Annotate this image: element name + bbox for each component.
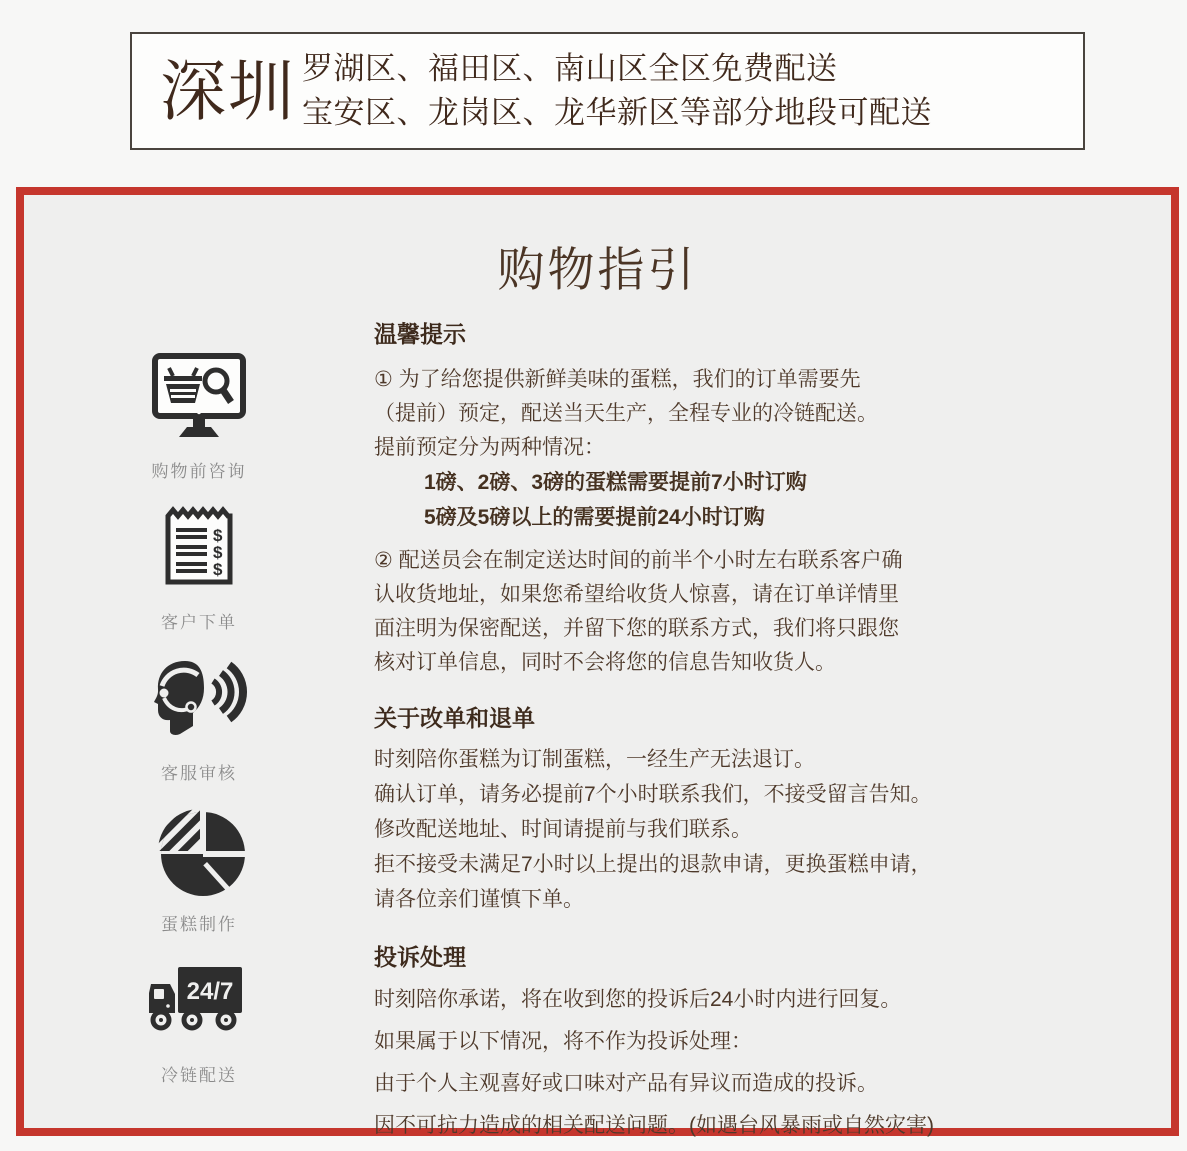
truck-badge-text: 24/7 [186,978,234,1005]
process-steps-column [24,306,374,1147]
svg-text:$: $ [213,560,223,579]
text-line: 面注明为保密配送，并留下您的联系方式，我们将只跟您 [374,617,899,640]
section-heading-complaints: 投诉处理 [374,944,466,970]
text-line: 5磅及5磅以上的需要提前24小时订购 [424,506,765,529]
text-line: 因不可抗力造成的相关配送问题。(如遇台风暴雨或自然灾害) [374,1114,934,1137]
text-line: 修改配送地址、时间请提前与我们联系。 [374,818,752,841]
step-service-review [24,656,374,807]
truck-247-icon [146,958,252,1040]
step-label: 客户下单 [161,613,237,632]
text-line: 认收货地址，如果您希望给收货人惊喜，请在订单详情里 [374,583,899,606]
monitor-search-icon [149,354,249,436]
headset-person-icon [149,656,249,738]
tips-paragraph-2 [374,544,1151,680]
delivery-area-lines [302,47,932,135]
changes-paragraph [374,742,1151,917]
text-line: 1磅、2磅、3磅的蛋糕需要提前7小时订购 [424,471,807,494]
step-pre-purchase-consult [24,354,374,505]
step-label: 购物前咨询 [151,462,247,481]
text-line: 时刻陪你承诺，将在收到您的投诉后24小时内进行回复。 [374,988,902,1011]
text-line: 提前预定分为两种情况： [374,436,605,459]
text-line: 核对订单信息，同时不会将您的信息告知收货人。 [374,651,836,674]
panel-title: 购物指引 [497,243,698,296]
step-label: 蛋糕制作 [161,915,237,934]
step-cold-chain-delivery [24,958,374,1109]
delivery-area-line-1: 罗湖区、福田区、南山区全区免费配送 [302,51,838,86]
receipt-icon [162,505,236,587]
step-customer-order [24,505,374,656]
guide-text-column [374,306,1171,1147]
text-line: 如果属于以下情况，将不作为投诉处理： [374,1030,752,1053]
svg-text:$: $ [213,543,223,562]
text-line: ① 为了给您提供新鲜美味的蛋糕，我们的订单需要先 [374,368,861,391]
panel-content [24,306,1171,1147]
tips-paragraph-1 [374,363,1151,465]
complaints-paragraph [374,979,1151,1147]
svg-text:$: $ [213,526,223,545]
delivery-area-banner [130,32,1085,150]
delivery-area-line-2: 宝安区、龙岗区、龙华新区等部分地段可配送 [302,95,932,130]
text-line: 拒不接受未满足7小时以上提出的退款申请，更换蛋糕申请， [374,853,932,876]
text-line: 确认订单，请务必提前7个小时联系我们，不接受留言告知。 [374,783,932,806]
section-heading-tips: 温馨提示 [374,321,466,347]
text-line: （提前）预定，配送当天生产，全程专业的冷链配送。 [374,402,878,425]
shopping-guide-panel [16,187,1179,1136]
cake-pie-icon [151,807,247,889]
step-label: 客服审核 [161,764,237,783]
tips-bold-rules [374,465,1151,535]
step-cake-making [24,807,374,958]
section-heading-changes: 关于改单和退单 [374,705,535,731]
text-line: 由于个人主观喜好或口味对产品有异议而造成的投诉。 [374,1072,878,1095]
city-name: 深圳 [160,54,296,128]
text-line: 时刻陪你蛋糕为订制蛋糕，一经生产无法退订。 [374,748,815,771]
step-label: 冷链配送 [161,1066,237,1085]
text-line: ② 配送员会在制定送达时间的前半个小时左右联系客户确 [374,549,903,572]
text-line: 请各位亲们谨慎下单。 [374,888,584,911]
